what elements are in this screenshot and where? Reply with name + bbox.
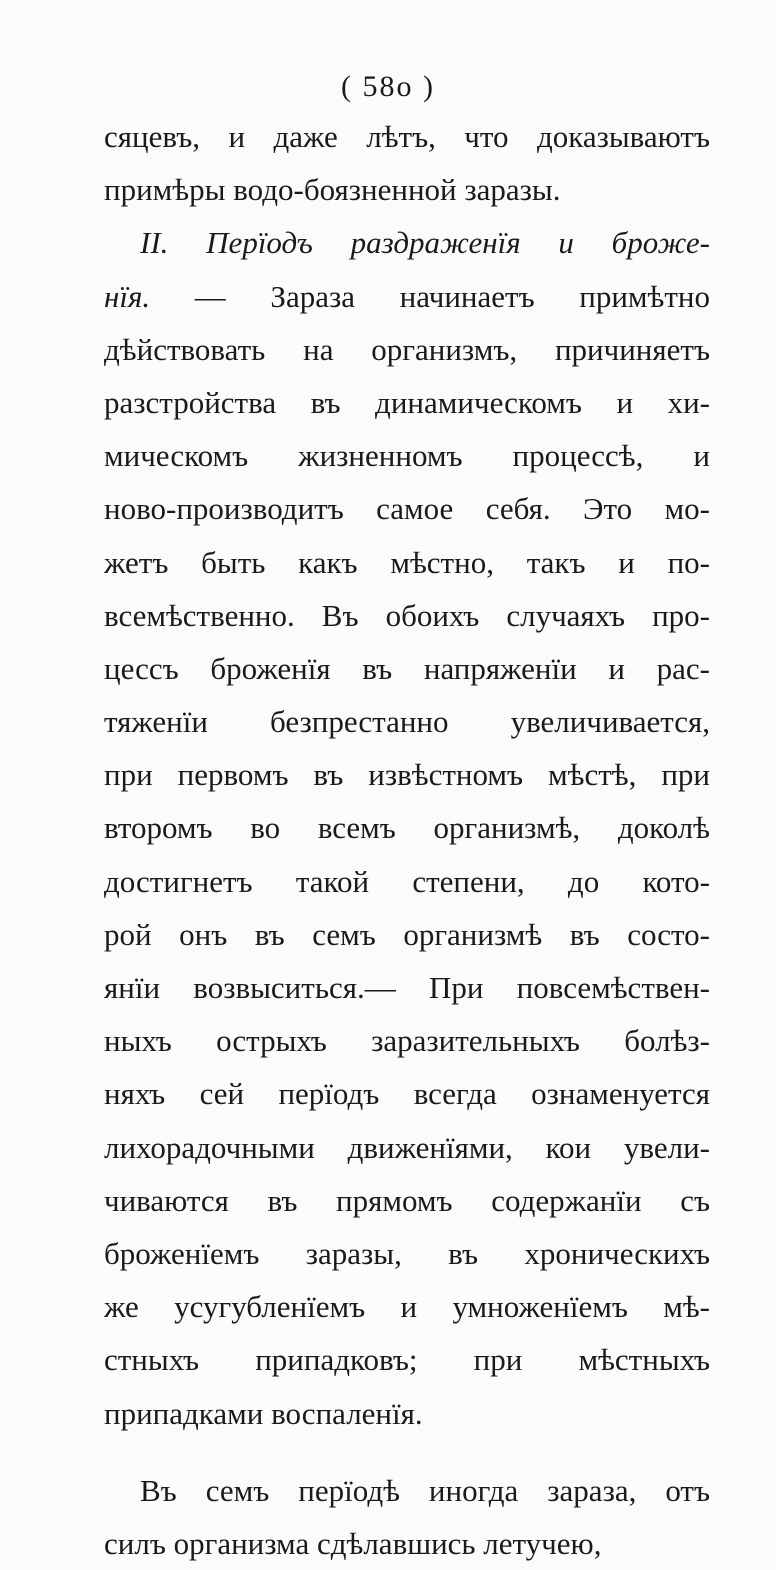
line-text: цессъ броженїя въ напряженїи и рас- xyxy=(104,650,710,686)
line-text: припадками воспаленїя. xyxy=(104,1395,423,1431)
line-text: разстройства въ динамическомъ и хи- xyxy=(104,384,710,420)
page-number: ( 58о ) xyxy=(341,70,435,103)
text-line xyxy=(104,589,710,642)
line-text: жетъ быть какъ мѣстно, такъ и по- xyxy=(104,544,710,580)
text-line xyxy=(104,163,710,216)
text-line xyxy=(104,270,710,323)
line-text: ныхъ острыхъ заразительныхъ болѣз- xyxy=(104,1023,710,1059)
line-text: всемѣственно. Въ обоихъ случаяхъ про- xyxy=(104,597,710,633)
text-line xyxy=(104,1280,710,1333)
line-text: стныхъ припадковъ; при мѣстныхъ xyxy=(104,1342,710,1378)
text-line xyxy=(104,1517,710,1570)
text-line xyxy=(104,536,710,589)
line-text: второмъ во всемъ организмѣ, доколѣ xyxy=(104,810,710,846)
line-text: достигнетъ такой степени, до кото- xyxy=(104,863,710,899)
line-text: силъ организма сдѣлавшись летучею, xyxy=(104,1525,602,1561)
section-heading: II. Перїодъ раздраженїя и броже- xyxy=(140,225,710,261)
text-line xyxy=(104,961,710,1014)
text-line xyxy=(104,1174,710,1227)
line-text: примѣры водо-боязненной заразы. xyxy=(104,172,561,208)
text-line xyxy=(104,801,710,854)
text-line xyxy=(104,1067,710,1120)
line-text: броженїемъ заразы, въ хроническихъ xyxy=(104,1235,710,1271)
line-text: ново-производитъ самое себя. Это мо- xyxy=(104,491,710,527)
line-text: же усугубленїемъ и умноженїемъ мѣ- xyxy=(104,1289,710,1325)
line-text: няхъ сей перїодъ всегда ознаменуется xyxy=(104,1076,710,1112)
text-line xyxy=(104,1014,710,1067)
section-heading: нїя. xyxy=(104,278,151,314)
line-text: чиваются въ прямомъ содержанїи съ xyxy=(104,1182,710,1218)
text-line xyxy=(104,429,710,482)
page-body xyxy=(104,110,710,1570)
line-text: сяцевъ, и даже лѣтъ, что доказываютъ xyxy=(104,119,710,154)
text-line xyxy=(104,323,710,376)
text-line xyxy=(104,642,710,695)
line-text: при первомъ въ извѣстномъ мѣстѣ, при xyxy=(104,757,710,793)
text-line xyxy=(104,1227,710,1280)
paragraph-gap xyxy=(104,1440,710,1464)
text-line xyxy=(104,908,710,961)
line-text: мическомъ жизненномъ процессѣ, и xyxy=(104,438,710,474)
line-text: рой онъ въ семъ организмѣ въ состо- xyxy=(104,916,710,952)
line-text: дѣйствовать на организмъ, причиняетъ xyxy=(104,331,710,367)
text-line xyxy=(104,748,710,801)
line-text: тяженїи безпрестанно увеличивается, xyxy=(104,704,710,740)
text-line xyxy=(104,376,710,429)
line-text: лихорадочными движенїями, кои увели- xyxy=(104,1129,710,1165)
text-line xyxy=(104,110,710,163)
text-line xyxy=(104,216,710,269)
text-line xyxy=(104,1464,710,1517)
line-text: янїи возвыситься.— При повсемѣствен- xyxy=(104,970,710,1005)
text-line xyxy=(104,482,710,535)
text-line xyxy=(104,1121,710,1174)
line-text: Въ семъ перїодѣ иногда зараза, отъ xyxy=(140,1472,710,1508)
text-line xyxy=(104,855,710,908)
line-text: — Зараза начинаетъ примѣтно xyxy=(150,278,710,314)
text-line xyxy=(104,695,710,748)
text-line xyxy=(104,1333,710,1386)
text-line xyxy=(104,1387,710,1440)
